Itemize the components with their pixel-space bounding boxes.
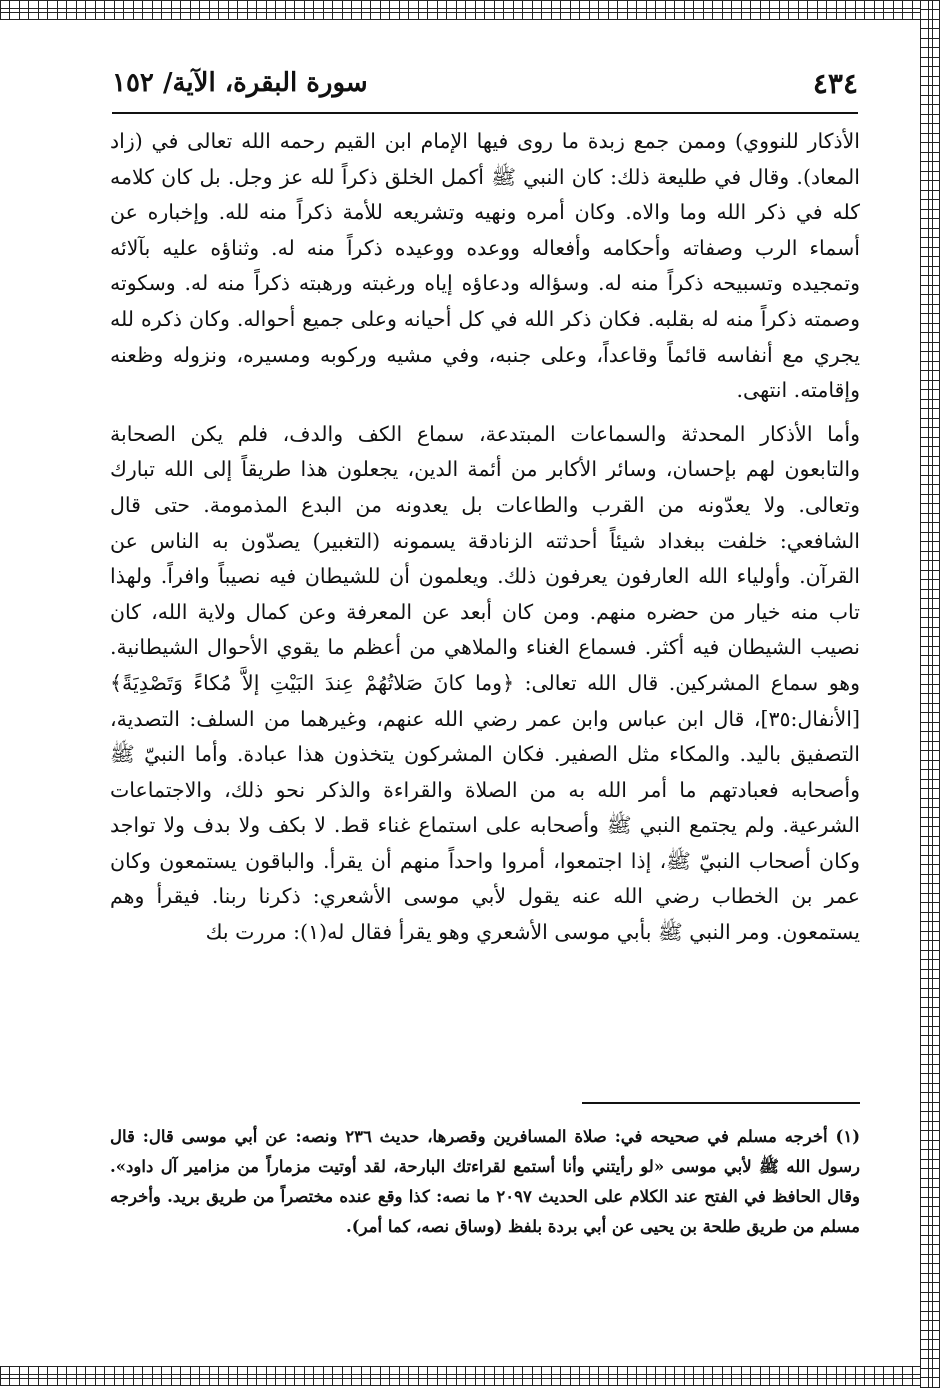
page-number: ٤٣٤ — [812, 66, 858, 100]
footnotes — [110, 1122, 860, 1242]
body-paragraph: الأذكار للنووي) وممن جمع زبدة ما روى فيها الإمام ابن القيم رحمه الله تعالى في (زاد المعاد). وقال في طليعة ذلك: كان النبي ﷺ أكمل الخلق ذكراً لله عز وجل. بل كان كلامه كله في ذكر الله وما والاه. وكان أمره ونهيه وتشريعه للأمة ذكراً منه لله. وإخباره عن أسماء الرب وصفاته وأحكامه وأفعاله ووعده ووعيده ذكراً منه له. وثناؤه عليه بآلائه وتمجيده وتسبيحه ذكراً منه له. وسؤاله ودعاؤه إياه ورغبته ورهبته ذكراً منه له. وسكوته وصمته ذكراً منه له بقلبه. فكان ذكر الله في كل أحيانه وعلى جميع أحواله. وكان ذكره لله يجري مع أنفاسه قائماً وقاعداً، وعلى جنبه، وفي مشيه وركوبه ومسيره، ونزوله وظعنه وإقامته. انتهى. — [110, 129, 860, 403]
page-header — [112, 58, 858, 108]
header-divider — [112, 112, 858, 114]
decorative-border-top — [0, 0, 920, 20]
main-text — [110, 124, 860, 951]
running-title: سورة البقرة، الآية/ ١٥٢ — [112, 68, 368, 98]
decorative-border-right — [920, 0, 940, 1388]
footnote: (١) أخرجه مسلم في صحيحه في: صلاة المسافرين وقصرها، حديث ٢٣٦ ونصه: عن أبي موسى قال: قال رسول الله ﷺ لأبي موسى «لو رأيتني وأنا أستمع لقراءتك البارحة، لقد أوتيت مزماراً من مزامير آل داود». وقال الحافظ في الفتح عند الكلام على الحديث ٢٠٩٧ ما نصه: كذا وقع عنده مختصراً من طريق بريد. وأخرجه مسلم من طريق طلحة بن يحيى عن أبي بردة بلفظ (وساق نصه، كما أمر). — [110, 1127, 860, 1236]
decorative-border-bottom — [0, 1366, 920, 1386]
body-paragraph: وأما الأذكار المحدثة والسماعات المبتدعة، سماع الكف والدف، فلم يكن الصحابة والتابعون لهم بإحسان، وسائر الأكابر من أئمة الدين، يجعلون هذا طريقاً إلى الله تبارك وتعالى. ولا يعدّونه من القرب والطاعات بل يعدونه من البدع المذمومة. حتى قال الشافعي: خلفت ببغداد شيئاً أحدثته الزنادقة يسمونه (التغبير) يصدّون به الناس عن القرآن. وأولياء الله العارفون يعرفون ذلك. ويعلمون أن للشيطان فيه نصيباً وافراً. ولهذا تاب منه خيار من حضره منهم. ومن كان أبعد عن المعرفة وعن كمال ولاية الله، كان نصيب الشيطان فيه أكثر. فسماع الغناء والملاهي من أعظم ما يقوي الأحوال الشيطانية. وهو سماع المشركين. قال الله تعالى: ﴿وما كانَ صَلاتُهُمْ عِندَ البَيْتِ إلاَّ مُكاءً وَتَصْدِيَةً﴾ [الأنفال:٣٥]، قال ابن عباس وابن عمر رضي الله عنهم، وغيرهما من السلف: التصدية، التصفيق باليد. والمكاء مثل الصفير. فكان المشركون يتخذون هذا عبادة. وأما النبيّ ﷺ وأصحابه فعبادتهم ما أمر الله به من الصلاة والقراءة والذكر نحو ذلك، والاجتماعات الشرعية. ولم يجتمع النبي ﷺ وأصحابه على استماع غناء قط. لا بكف ولا بدف ولا تواجد وكان أصحاب النبيّ ﷺ، إذا اجتمعوا، أمروا واحداً منهم أن يقرأ. والباقون يستمعون وكان عمر بن الخطاب رضي الله عنه يقول لأبي موسى الأشعري: ذكرنا ربنا. فيقرأ وهم يستمعون. ومر النبي ﷺ بأبي موسى الأشعري وهو يقرأ فقال له(١): مررت بك — [110, 421, 860, 945]
footnote-divider — [582, 1102, 860, 1104]
